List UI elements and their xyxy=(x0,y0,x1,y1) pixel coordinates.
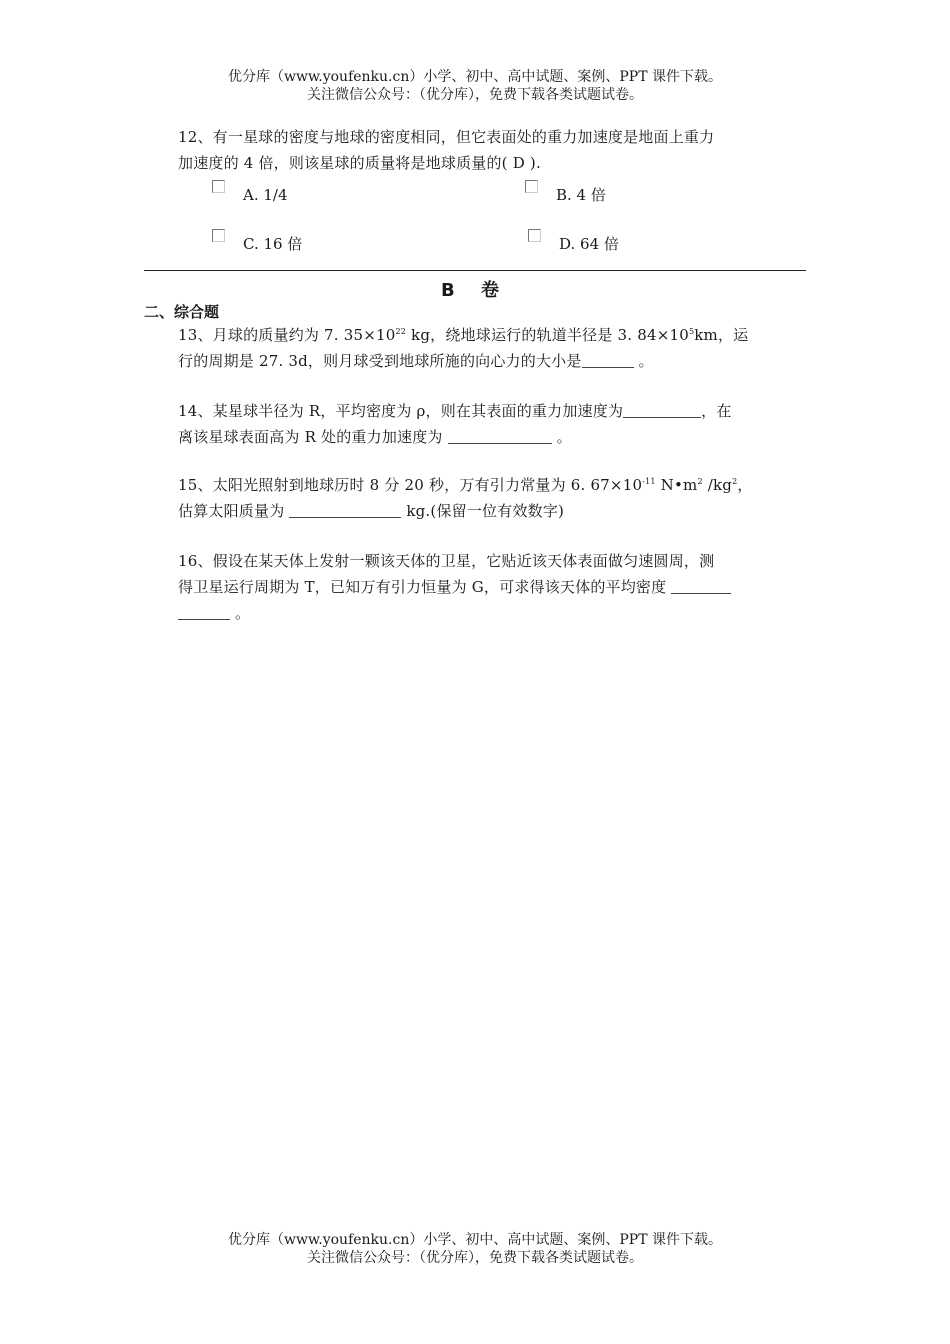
answer-blank-16b[interactable] xyxy=(178,605,230,620)
question-14-line-2: 离该星球表面高为 R 处的重力加速度为 。 xyxy=(178,428,572,446)
question-13 xyxy=(178,322,802,374)
question-15 xyxy=(178,472,802,524)
answer-blank-15[interactable] xyxy=(289,503,401,518)
option-a-label: A. 1/4 xyxy=(243,186,288,204)
question-16-line-3: 。 xyxy=(178,600,802,626)
question-12-line-1: 12、有一星球的密度与地球的密度相同，但它表面处的重力加速度是地面上重力 xyxy=(178,128,715,146)
page-header xyxy=(0,68,950,104)
option-d-label: D. 64 倍 xyxy=(559,235,619,253)
footer-line-2: 关注微信公众号：（优分库），免费下载各类试题试卷。 xyxy=(307,1250,643,1266)
question-15-line-2: 估算太阳质量为 kg.(保留一位有效数字) xyxy=(178,502,565,520)
answer-blank-14b[interactable] xyxy=(448,429,552,444)
option-c-checkbox[interactable] xyxy=(212,229,225,242)
option-b-label: B. 4 倍 xyxy=(556,186,606,204)
question-14-line-1: 14、某星球半径为 R，平均密度为 ρ，则在其表面的重力加速度为 ，在 xyxy=(178,402,732,420)
option-d-checkbox[interactable] xyxy=(528,229,541,242)
question-16-line-1: 16、假设在某天体上发射一颗该天体的卫星，它贴近该天体表面做匀速圆周，测 xyxy=(178,552,715,570)
page-footer xyxy=(0,1231,950,1267)
question-15-line-1: 15、太阳光照射到地球历时 8 分 20 秒，万有引力常量为 6. $67\times 10^{-11}$ $N•m^2$ $/kg^2$， xyxy=(178,476,753,494)
question-14 xyxy=(178,398,802,450)
answer-blank-16a[interactable] xyxy=(671,579,731,594)
question-16-line-2: 得卫星运行周期为 T，已知万有引力恒量为 G，可求得该天体的平均密度 xyxy=(178,574,802,600)
header-line-2: 关注微信公众号：（优分库），免费下载各类试题试卷。 xyxy=(307,87,643,103)
header-line-1: 优分库（www.youfenku.cn）小学、初中、高中试题、案例、PPT 课件下载。 xyxy=(227,69,722,85)
option-b-checkbox[interactable] xyxy=(525,180,538,193)
section-heading: 二、综合题 xyxy=(144,303,220,321)
footer-line-1: 优分库（www.youfenku.cn）小学、初中、高中试题、案例、PPT 课件下载。 xyxy=(227,1232,722,1248)
option-c-label: C. 16 倍 xyxy=(243,235,303,253)
question-13-line-1: 13、月球的质量约为 7. $35\times 10^{22}$ kg，绕地球运行的轨道半径是 3. $84\times 10^5km$，运 xyxy=(178,326,749,344)
part-b-title: B 卷 xyxy=(441,280,509,301)
answer-blank-13[interactable] xyxy=(582,353,634,368)
question-13-line-2: 行的周期是 27. 3d，则月球受到地球所施的向心力的大小是 。 xyxy=(178,352,654,370)
question-16 xyxy=(178,548,802,626)
option-a-checkbox[interactable] xyxy=(212,180,225,193)
question-12-line-2: 加速度的 4 倍，则该星球的质量将是地球质量的( D ). xyxy=(178,154,541,172)
section-divider xyxy=(144,270,806,271)
question-12 xyxy=(178,124,802,176)
answer-blank-14a[interactable] xyxy=(623,403,701,418)
